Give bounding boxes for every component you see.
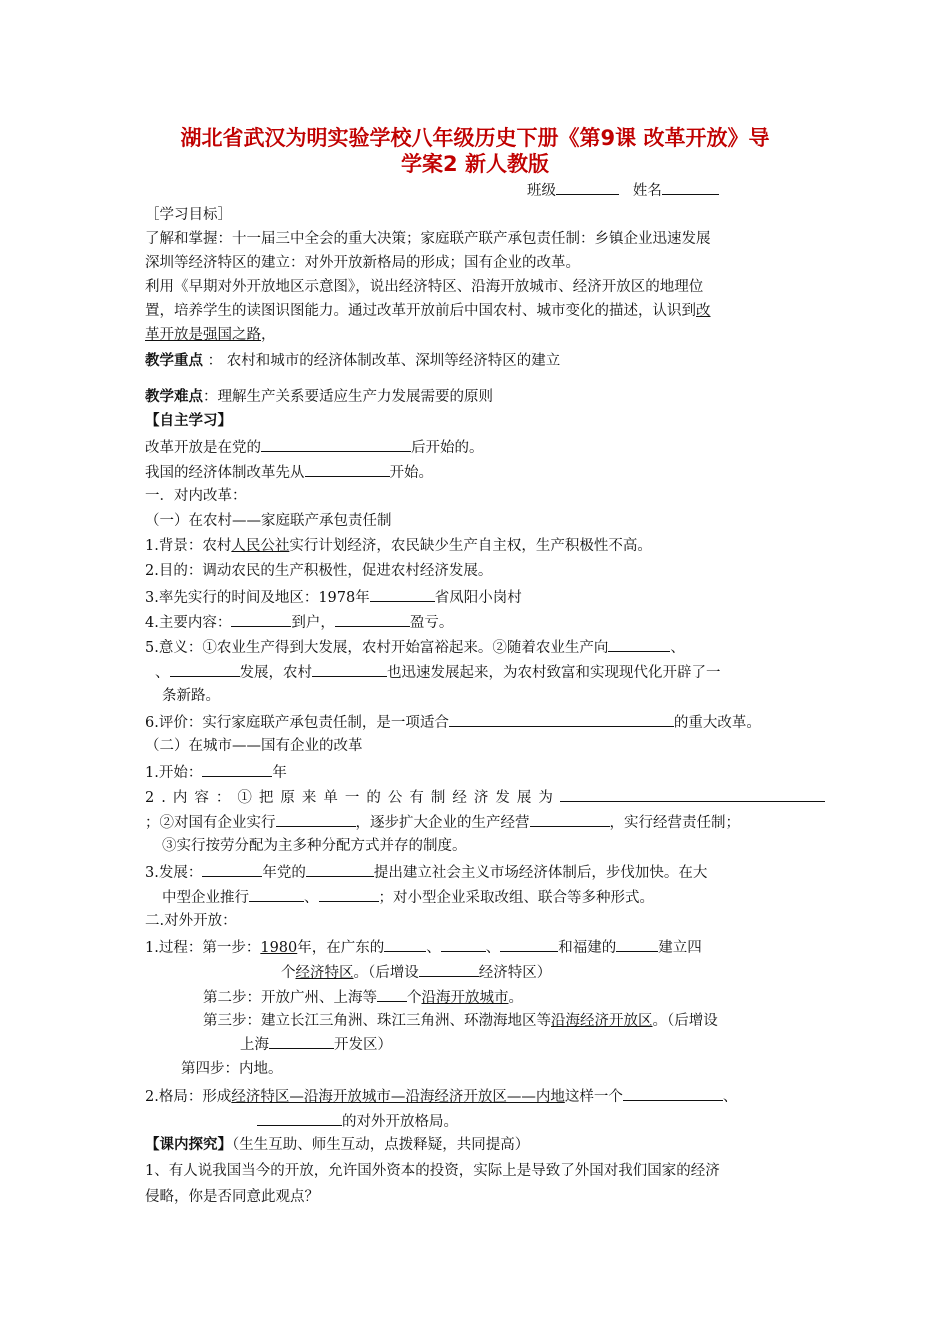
text-segment: ，逐步扩大企业的生产经营 — [355, 815, 530, 831]
item-line — [145, 536, 652, 556]
objective-line: 了解和掌握：十一届三中全会的重大决策；家庭联产联产承包责任制：乡镇企业迅速发展 — [145, 231, 711, 247]
self-study-heading: 【自主学习】 — [145, 412, 232, 429]
text-segment: ，实行经营责任制； — [609, 815, 740, 831]
text-segment: 中型企业推行 — [162, 890, 249, 906]
key-point — [145, 351, 560, 371]
answer-blank — [449, 711, 674, 727]
answer-blank — [202, 861, 262, 877]
text-segment: 年党的 — [262, 865, 306, 881]
text-segment: 3.率先实行的时间及地区：1978年 — [145, 590, 370, 606]
item-line: 条新路。 — [162, 688, 220, 704]
text-segment: 1.过程：第一步： — [145, 940, 261, 956]
text-segment: 的对外开放格局。 — [342, 1114, 458, 1130]
text-segment: 【课内探究】 — [145, 1136, 232, 1153]
text-segment: 、 — [722, 1089, 738, 1105]
answer-blank — [306, 861, 374, 877]
text-segment: 盈亏。 — [409, 615, 454, 631]
text-segment: 和福建的 — [558, 940, 617, 956]
difficulty-label: 教学难点 — [145, 388, 203, 405]
text-segment: 提出建立社会主义市场经济体制后，步伐加快。在大 — [373, 865, 708, 881]
text-segment: 建立四 — [658, 940, 702, 956]
text-segment: ：理解生产关系要适应生产力发展需要的原则 — [203, 389, 493, 405]
text-segment: 经济特区 — [295, 965, 354, 981]
section-heading: 一．对内改革： — [145, 488, 247, 504]
name-label: 姓名 — [632, 183, 662, 199]
objectives-heading: ［学习目标］ — [145, 207, 232, 223]
answer-blank — [231, 611, 291, 627]
text-segment: 年 — [272, 765, 287, 781]
item-line — [145, 711, 761, 733]
answer-blank — [377, 986, 407, 1002]
text-segment: 3.发展： — [145, 865, 203, 881]
objective-line: 深圳等经济特区的建立：对外开放新格局的形成；国有企业的改革。 — [145, 255, 580, 271]
text-segment: 经济特区—沿海开放城市—沿海经济开放区——内地 — [231, 1089, 565, 1105]
item-line — [155, 661, 721, 683]
item-line: 第四步：内地。 — [181, 1061, 283, 1077]
text-segment: 2.内容：①把原来单一的公有制经济发展为 — [145, 790, 560, 806]
text-segment: 沿海开放城市 — [421, 990, 509, 1006]
answer-blank — [276, 811, 356, 827]
text-segment: 、 — [426, 940, 441, 956]
text-segment: 5.意义：①农业生产得到大发展，农村开始富裕起来。②随着农业生产向 — [145, 640, 609, 656]
answer-blank — [441, 936, 486, 952]
text-segment: ： 农村和城市的经济体制改革、深圳等经济特区的建立 — [203, 353, 561, 369]
text-segment: （生生互助、师生互动，点拨释疑，共同提高） — [232, 1137, 530, 1153]
text-segment: 个 — [281, 965, 296, 981]
inquiry-question: 1、有人说我国当今的开放，允许国外资本的投资，实际上是导致了外国对我们国家的经济 — [145, 1163, 720, 1179]
inquiry-question: 侵略，你是否同意此观点？ — [145, 1189, 319, 1205]
answer-blank — [269, 1033, 334, 1049]
text-segment: 、 — [155, 665, 170, 681]
answer-blank — [261, 436, 411, 452]
item-line — [145, 761, 287, 783]
difficulty — [145, 387, 493, 407]
subsection-heading: （一）在农村——家庭联产承包责任制 — [145, 513, 392, 529]
text-segment: ， — [261, 327, 276, 343]
text-segment: 开始。 — [389, 465, 433, 481]
text-segment: 后开始的。 — [411, 440, 484, 456]
text-segment: 第三步：建立长江三角洲、珠江三角洲、环渤海地区等 — [203, 1013, 551, 1029]
subsection-heading: （二）在城市——国有企业的改革 — [145, 738, 363, 754]
item-line — [145, 586, 522, 608]
text-segment: 。（后增设 — [652, 1013, 718, 1029]
document-title-line2: 学案2 新人教版 — [401, 152, 549, 176]
student-info — [527, 179, 719, 201]
text-segment: 改 — [696, 303, 711, 319]
answer-blank — [257, 1110, 342, 1126]
text-segment: 上海 — [240, 1037, 269, 1053]
item-line — [203, 1011, 718, 1031]
class-blank — [556, 179, 619, 195]
text-segment: 开发区） — [334, 1037, 392, 1053]
text-segment: 沿海经济开放区 — [551, 1013, 653, 1029]
item-line — [145, 786, 825, 808]
question-line — [145, 436, 484, 458]
text-segment: 实行计划经济，农民缺少生产自主权，生产积极性不高。 — [289, 538, 652, 554]
text-segment: 年，在广东的 — [297, 940, 385, 956]
item-line — [162, 886, 654, 908]
answer-blank — [560, 786, 825, 802]
item-line — [145, 811, 740, 833]
text-segment: 1.开始： — [145, 765, 203, 781]
name-blank — [662, 179, 719, 195]
document-title-line1: 湖北省武汉为明实验学校八年级历史下册《第9课 改革开放》导 — [180, 126, 770, 150]
text-segment: 第二步：开放广州、上海等 — [203, 990, 377, 1006]
text-segment: ；对小型企业采取改组、联合等多种形式。 — [378, 890, 654, 906]
text-segment: 。（后增设 — [353, 965, 419, 981]
objective-line — [145, 301, 711, 321]
answer-blank — [312, 661, 387, 677]
objective-line — [145, 325, 276, 345]
item-line: 2.目的：调动农民的生产积极性，促进农村经济发展。 — [145, 563, 493, 579]
answer-blank — [370, 586, 435, 602]
question-line — [145, 461, 433, 483]
answer-blank — [384, 936, 426, 952]
text-segment: 也迅速发展起来，为农村致富和实现现代化开辟了一 — [387, 665, 721, 681]
item-line — [145, 636, 685, 658]
text-segment: 革开放是强国之路 — [145, 327, 261, 343]
text-segment: 、 — [304, 890, 319, 906]
answer-blank — [170, 661, 240, 677]
item-line — [240, 1033, 392, 1055]
inquiry-heading — [145, 1135, 529, 1155]
item-line — [145, 611, 453, 633]
item-line — [145, 861, 707, 883]
answer-blank — [305, 461, 390, 477]
answer-blank — [202, 761, 272, 777]
text-segment: 发展，农村 — [239, 665, 312, 681]
text-segment: 到户， — [291, 615, 335, 631]
answer-blank — [530, 811, 610, 827]
answer-blank — [249, 886, 304, 902]
answer-blank — [616, 936, 658, 952]
key-point-label: 教学重点 — [145, 352, 203, 369]
item-line — [281, 961, 551, 983]
text-segment: 省凤阳小岗村 — [434, 590, 522, 606]
text-segment: 、 — [670, 640, 685, 656]
item-line — [145, 1085, 737, 1107]
text-segment: 人民公社 — [231, 538, 290, 554]
text-segment: 1.背景：农村 — [145, 538, 232, 554]
text-segment: 个 — [407, 990, 422, 1006]
text-segment: 改革开放是在党的 — [145, 440, 261, 456]
item-line: ③实行按劳分配为主多种分配方式并存的制度。 — [162, 838, 467, 854]
text-segment: 的重大改革。 — [673, 715, 761, 731]
text-segment: 1980 — [260, 940, 298, 956]
objective-line: 利用《早期对外开放地区示意图》，说出经济特区、沿海开放城市、经济开放区的地理位 — [145, 279, 704, 295]
text-segment: 我国的经济体制改革先从 — [145, 465, 305, 481]
answer-blank — [319, 886, 379, 902]
item-line — [145, 936, 702, 958]
answer-blank — [623, 1085, 723, 1101]
text-segment: 置，培养学生的读图识图能力。通过改革开放前后中国农村、城市变化的描述，认识到 — [145, 303, 696, 319]
answer-blank — [500, 936, 558, 952]
answer-blank — [335, 611, 410, 627]
text-segment: 。 — [508, 990, 523, 1006]
text-segment: 4.主要内容： — [145, 615, 232, 631]
text-segment: ；②对国有企业实行 — [145, 815, 276, 831]
text-segment: 2.格局：形成 — [145, 1089, 232, 1105]
item-line — [257, 1110, 458, 1132]
item-line — [203, 986, 523, 1008]
answer-blank — [419, 961, 479, 977]
text-segment: 、 — [485, 940, 501, 956]
section-heading: 二.对外开放： — [145, 913, 237, 929]
text-segment: 6.评价：实行家庭联产承包责任制，是一项适合 — [145, 715, 449, 731]
text-segment: 经济特区） — [478, 965, 552, 981]
class-label: 班级 — [527, 183, 556, 199]
answer-blank — [608, 636, 670, 652]
text-segment: 这样一个 — [564, 1089, 623, 1105]
